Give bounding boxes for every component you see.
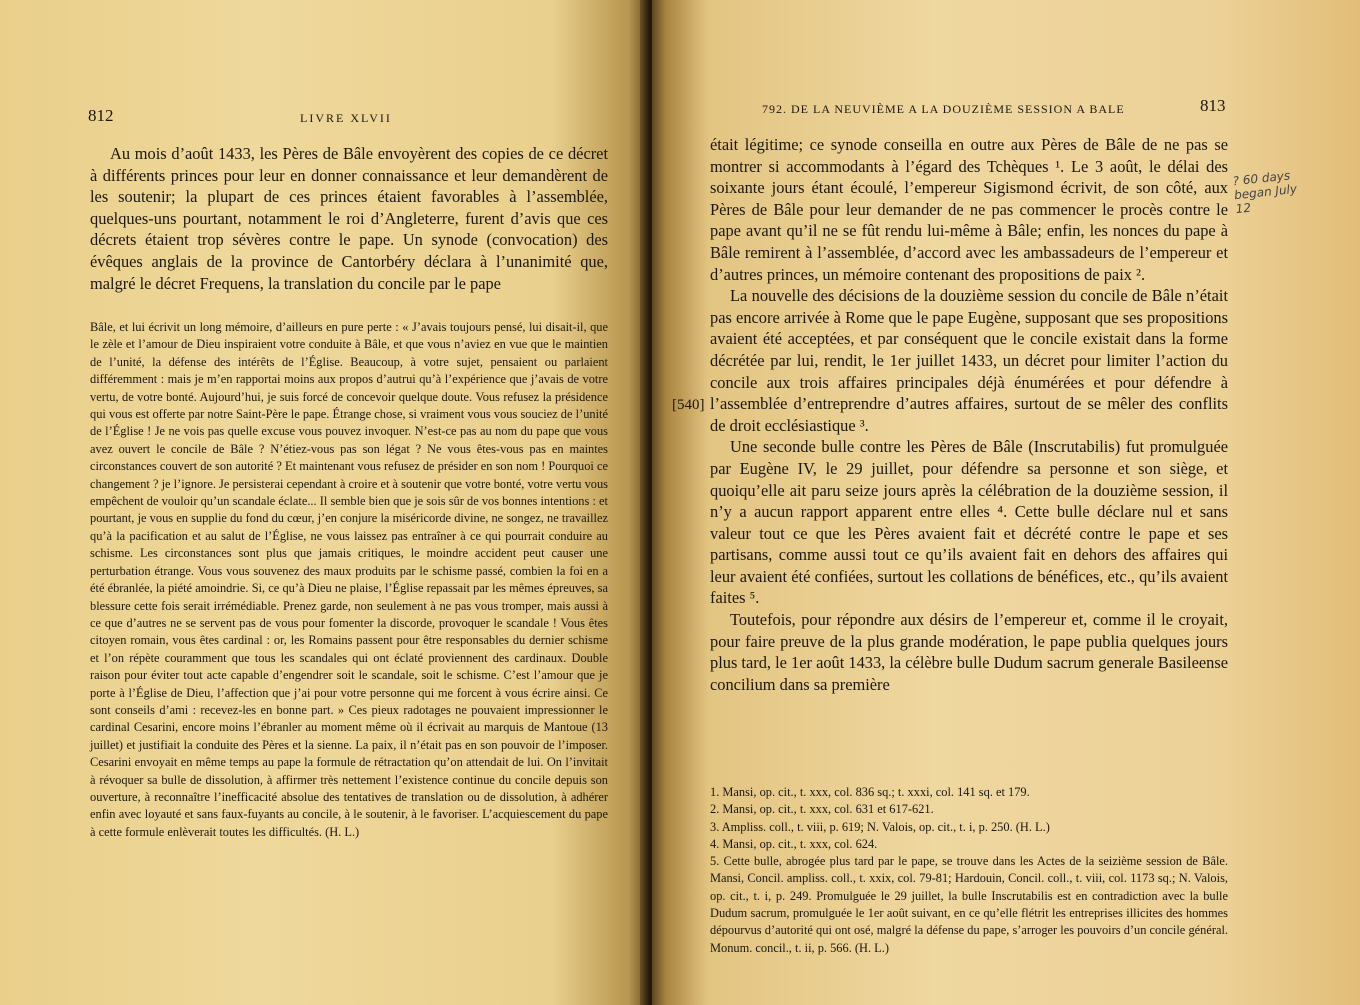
page-number: 812 [88,106,114,125]
paragraph: était légitime; ce synode conseilla en outre aux Pères de Bâle de ne pas se montrer si accommodants à l’égard des Tchèques ¹. Le 3 août, le délai des soixante jours étant écoulé, l’empereur Sigismond écrivit, de son côté, aux Pères de Bâle pour leur demander de ne pas commencer le procès contre le pape avant qu’il ne se fût rendu lui-même à Bâle; enfin, les nonces du pape à Bâle remirent à l’assemblée, d’accord avec les ambassadeurs de l’empereur et d’autres princes, un mémoire contenant des propositions de paix ². [710,135,1228,284]
footnote: 1. Mansi, op. cit., t. xxx, col. 836 sq.; t. xxxi, col. 141 sq. et 179. [710,785,1030,799]
footnote: 4. Mansi, op. cit., t. xxx, col. 624. [710,836,878,851]
page-number: 813 [1200,96,1226,115]
main-text [710,134,1228,695]
left-page [0,0,648,1005]
running-title: 792. DE LA NEUVIÈME A LA DOUZIÈME SESSION A BALE [762,102,1125,116]
running-title: LIVRE XLVII [300,111,392,125]
margin-page-reference: [540] [672,397,705,413]
footnote: 2. Mansi, op. cit., t. xxx, col. 631 et 617-621. [710,802,934,817]
footnotes [710,784,1228,957]
footnote-continuation [90,319,608,841]
handwritten-annotation: ? 60 days began July 12 [1232,168,1298,217]
paragraph: Une seconde bulle contre les Pères de Bâle (Inscrutabilis) fut promulguée par Eugène IV, le 29 juillet, pour défendre sa personne et son siège, et quoiqu’elle ait paru seize jours après la célébration de la douzième session, il n’y a aucun rapport apparent entre elles ⁴. Cette bulle déclare nul et sans valeur tout ce que les Pères avaient fait et décrété contre le pape et ses partisans, comme aussi tout ce qu’ils avaient fait en dehors des affaires qui leur avaient été confiées, surtout les collations de bénéfices, etc., qu’ils avaient faites ⁵. [710,437,1228,608]
note-text: Bâle, et lui écrivit un long mémoire, d’ailleurs en pure perte : « J’avais toujours pensé, lui disait-il, que le zèle et l’amour de Dieu inspiraient votre conduite à Bâle, et que vous n’aviez en vue que le maintien de l’unité, la défense des intérêts de l’Église. Beaucoup, à votre sujet, pensaient ou parlaient différemment : mais je m’en rapportai moins aux propos d’autrui qu’à l’expérience que j’avais de votre vertu, de votre bonté. Aujourd’hui, je suis forcé de concevoir quelque doute. Vous refusez la présidence qui vous est offerte par notre Saint-Père le pape. Étrange chose, si vraiment vous vous souciez de l’unité de l’Église ! Je ne vois pas quelle excuse vous pouvez invoquer. N’est-ce pas au nom du pape que vous avez ouvert le concile de Bâle ? N’étiez-vous pas son légat ? Ne vous êtes-vous pas en maintes circonstances couvert de son autorité ? Et maintenant vous refusez de présider en son nom ! Pourquoi ce changement ? je l’ignore. Je persisterai cependant à croire et à soutenir que votre bonté, votre vertu vous empêchent de vouloir qu’un scandale éclate... Il semble bien que je sois sûr de vos bonnes intentions : et pourtant, je vous en supplie du fond du cœur, j’en conjure la miséricorde divine, ne songez, ne travaillez qu’à la pacification et au salut de l’Église, ne vous laissez pas entraîner à ce qui pourrait conduire au schisme. Les circonstances sont plus que jamais critiques, le moindre accident peut causer une perturbation étrange. Vous vous souvenez des maux produits par le schisme passé, combien la foi en a été ébranlée, la piété amoindrie. Si, ce qu’à Dieu ne plaise, l’Église repassait par les mêmes épreuves, sa blessure cette fois serait irrémédiable. Prenez garde, non seulement à ne pas vous tromper, mais aussi à ce que d’autres ne se servent pas de vous pour fomenter la discorde, provoquer le scandale ! Vous êtes citoyen romain, vous êtes cardinal : or, les Romains passent pour être responsables du dernier schisme et l’on répète couramment que tous les scandales qui ont éclaté proviennent des cardinaux. Double raison pour éviter tout acte capable d’engendrer soit le scandale, soit le schisme. C’est l’amour que je porte à l’Église de Dieu, l’affection que j’ai pour votre personne qui me forcent à vous écrire ainsi. Ce sont conseils d’ami : recevez-les en bonne part. » Ces pieux radotages ne pouvaient impressionner le cardinal Cesarini, encore moins l’ébranler au moment même où il écrivait au marquis de Mantoue (13 juillet) et justifiait la conduite des Pères et la sienne. La paix, il n’était pas en son pouvoir de l’imposer. Cesarini envoyait en même temps au pape la formule de rétractation qu’on attendait de lui. On l’invitait à révoquer sa bulle de dissolution, à affirmer très nettement l’existence continue du concile depuis son ouverture, à reconnaître l’inefficacité absolue des tentatives de translation ou de dissolution, à adhérer enfin avec loyauté et sans faux-fuyants au concile, à le soutenir, à le favoriser. L’acquiescement du pape à cette formule enlèverait toutes les difficultés. (H. L.) [90,320,608,839]
paragraph: La nouvelle des décisions de la douzième session du concile de Bâle n’était pas encore arrivée à Rome que le pape Eugène, supposant que ses propositions avaient été acceptées, et par conséquent que le concile existait dans la forme décrétée par lui, rendit, le 1er juillet 1433, un décret pour limiter l’action du concile aux trois affaires principales déjà énumérées et pour défendre à l’assemblée d’entreprendre d’autres affaires, surtout de se mêler des conflits de droit ecclésiastique ³. [710,286,1228,435]
paragraph: Toutefois, pour répondre aux désirs de l’empereur et, comme il le croyait, pour faire preuve de la plus grande modération, le pape publia quelques jours plus tard, le 1er août 1433, la célèbre bulle Dudum sacrum generale Basileense concilium dans sa première [710,610,1228,694]
right-page [652,0,1360,1005]
footnote: 3. Ampliss. coll., t. viii, p. 619; N. Valois, op. cit., t. i, p. 250. (H. L.) [710,819,1050,834]
main-paragraph [90,143,608,294]
footnote: 5. Cette bulle, abrogée plus tard par le pape, se trouve dans les Actes de la seizième session de Bâle. Mansi, Concil. ampliss. coll., t. xxix, col. 79-81; Hardouin, Concil. coll., t. viii, col. 1173 sq.; N. Valois, op. cit., t. i, p. 249. Promulguée le 29 juillet, la bulle Inscrutabilis est en contradiction avec la bulle Dudum sacrum, promulguée le 1er août suivant, en ce qu’elle flétrit les entreprises illicites des hommes dépourvus d’autorité qui ont osé, malgré la défense du pape, s’arroger les pouvoirs d’un concile général. Monum. concil., t. ii, p. 566. (H. L.) [710,854,1228,955]
paragraph-text: Au mois d’août 1433, les Pères de Bâle envoyèrent des copies de ce décret à différents princes pour leur en donner connaissance et leur demandèrent de les soutenir; la plupart de ces princes étaient favorables à l’assemblée, quelques-uns pourtant, notamment le roi d’Angleterre, furent d’avis que ces décrets étaient trop sévères contre le pape. Un synode (convocation) des évêques anglais de la province de Cantorbéry déclara à l’unanimité que, malgré le décret Frequens, la translation du concile par le pape [90,144,608,293]
